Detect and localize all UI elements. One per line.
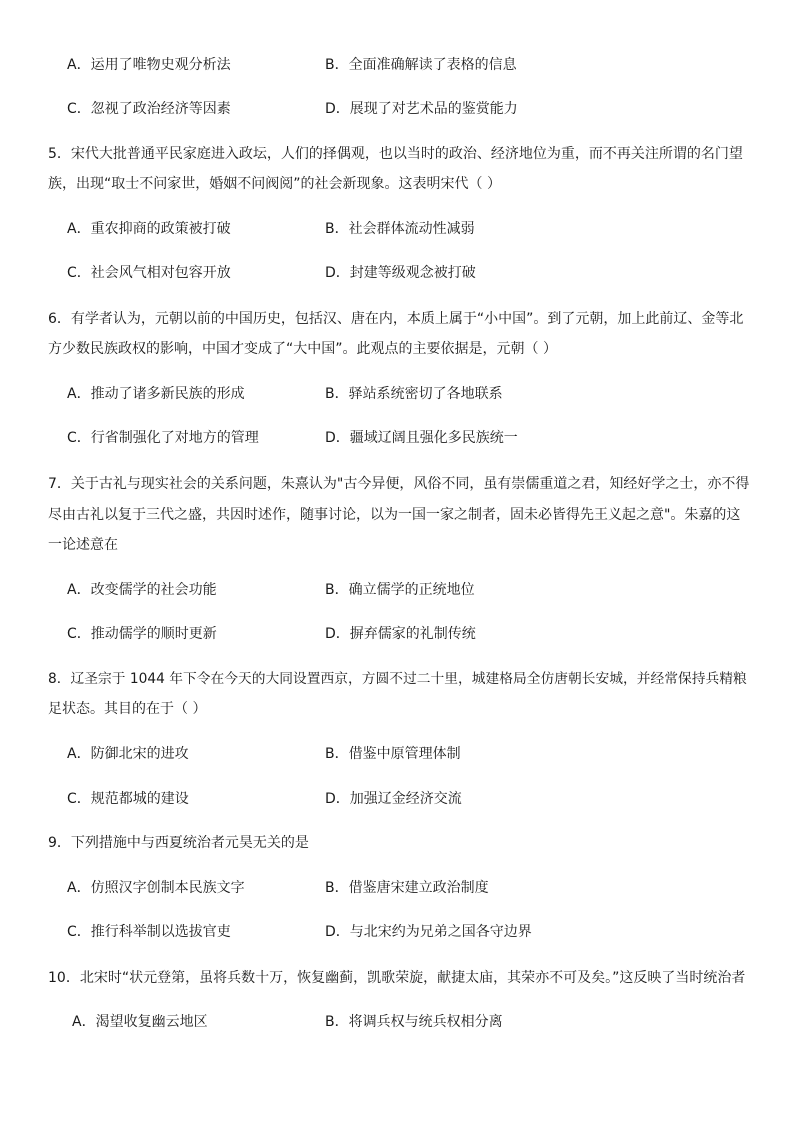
q9-option-d: D．与北宋约为兄弟之国各守边界 xyxy=(325,924,532,940)
q4-option-d: D．展现了对艺术品的鉴赏能力 xyxy=(325,101,518,117)
q5-option-d: D．封建等级观念被打破 xyxy=(325,265,476,281)
q6-option-c: C．行省制强化了对地方的管理 xyxy=(67,430,259,446)
q8-stem-line-1: 8．辽圣宗于 1044 年下令在今天的大同设置西京，方圆不过二十里，城建格局全仿唐朝长安城，并经常保持兵精粮 xyxy=(48,671,747,687)
q7-option-a: A．改变儒学的社会功能 xyxy=(67,582,217,598)
q6-option-d: D．疆域辽阔且强化多民族统一 xyxy=(325,430,518,446)
q5-option-b: B．社会群体流动性减弱 xyxy=(325,221,475,237)
q5-stem-line-1: 5．宋代大批普通平民家庭进入政坛，人们的择偶观，也以当时的政治、经济地位为重，而不再关注所谓的名门望 xyxy=(48,146,743,162)
q4-option-c: C．忽视了政治经济等因素 xyxy=(67,101,231,117)
q8-option-a: A．防御北宋的进攻 xyxy=(67,746,189,762)
q9-option-b: B．借鉴唐宋建立政治制度 xyxy=(325,880,489,896)
q5-option-c: C．社会风气相对包容开放 xyxy=(67,265,231,281)
q8-option-c: C．规范都城的建设 xyxy=(67,791,189,807)
q4-option-b: B．全面准确解读了表格的信息 xyxy=(325,57,517,73)
q8-option-b: B．借鉴中原管理体制 xyxy=(325,746,461,762)
q9-stem-line-1: 9．下列措施中与西夏统治者元昊无关的是 xyxy=(48,835,309,851)
q10-stem-line-1: 10．北宋时“状元登第，虽将兵数十万，恢复幽蓟，凯歌荣旋，献捷太庙，其荣亦不可及矣。”这反映了当时统治者 xyxy=(48,970,746,986)
q5-option-a: A．重农抑商的政策被打破 xyxy=(67,221,231,237)
q8-option-d: D．加强辽金经济交流 xyxy=(325,791,462,807)
q7-stem-line-3: 一论述意在 xyxy=(48,537,118,553)
q6-stem-line-2: 方少数民族政权的影响，中国才变成了“大中国”。此观点的主要依据是，元朝（ ） xyxy=(48,341,557,357)
q9-option-c: C．推行科举制以选拔官吏 xyxy=(67,924,231,940)
q10-option-b: B．将调兵权与统兵权相分离 xyxy=(325,1014,503,1030)
q7-option-b: B．确立儒学的正统地位 xyxy=(325,582,475,598)
q9-option-a: A．仿照汉字创制本民族文字 xyxy=(67,880,245,896)
q4-option-a: A．运用了唯物史观分析法 xyxy=(67,57,231,73)
q8-stem-line-2: 足状态。其目的在于（ ） xyxy=(48,701,207,717)
q7-option-d: D．摒弃儒家的礼制传统 xyxy=(325,626,476,642)
q7-stem-line-2: 尽由古礼以复于三代之盛，共因时述作，随事讨论，以为一国一家之制者，固未必皆得先王义起之意"。朱嘉的这 xyxy=(48,507,741,523)
q6-stem-line-1: 6．有学者认为，元朝以前的中国历史，包括汉、唐在内，本质上属于“小中国”。到了元朝，加上此前辽、金等北 xyxy=(48,311,744,327)
q7-option-c: C．推动儒学的顺时更新 xyxy=(67,626,217,642)
q5-stem-line-2: 族，出现“取士不问家世，婚姻不问阀阅”的社会新现象。这表明宋代（ ） xyxy=(48,176,501,192)
q6-option-b: B．驿站系统密切了各地联系 xyxy=(325,386,503,402)
q10-option-a: A．渴望收复幽云地区 xyxy=(72,1014,208,1030)
q6-option-a: A．推动了诸多新民族的形成 xyxy=(67,386,245,402)
q7-stem-line-1: 7．关于古礼与现实社会的关系问题，朱熹认为"古今异便，风俗不同，虽有崇儒重道之君，知经好学之士，亦不得 xyxy=(48,476,750,492)
